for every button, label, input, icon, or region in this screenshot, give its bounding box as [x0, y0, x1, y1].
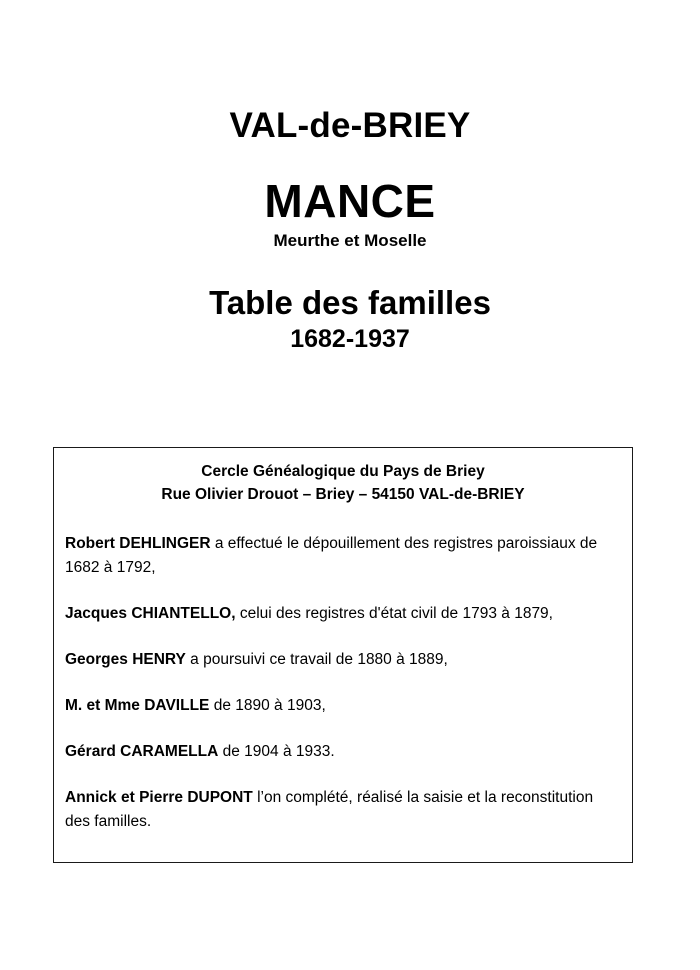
organization-name: Cercle Généalogique du Pays de Briey	[201, 463, 485, 480]
region-subtitle: Meurthe et Moselle	[273, 231, 427, 251]
contributor-description: l’on complété, réalisé la saisie et la reconstitution des familles.	[65, 788, 594, 830]
contributor-entry	[65, 694, 621, 718]
contributor-entry	[65, 648, 621, 672]
page-title: VAL-de-BRIEY	[229, 106, 471, 145]
contributor-description: celui des registres d'état civil de 1793 à 1879,	[235, 604, 553, 622]
date-range-subtitle: 1682-1937	[290, 324, 410, 353]
contributor-description: de 1904 à 1933.	[218, 742, 335, 760]
contributor-name: Jacques CHIANTELLO,	[65, 604, 236, 622]
credits-box	[53, 447, 633, 863]
organization-header	[54, 448, 632, 507]
contributor-name: Annick et Pierre DUPONT	[65, 788, 253, 806]
organization-address: Rue Olivier Drouot – Briey – 54150 VAL-de-BRIEY	[161, 485, 525, 503]
contributor-name: Gérard CARAMELLA	[65, 742, 219, 760]
contributor-name: Georges HENRY	[65, 650, 186, 668]
contributor-entry	[65, 786, 621, 834]
contributor-name: M. et Mme DAVILLE	[65, 696, 210, 714]
contributor-name: Robert DEHLINGER	[65, 534, 211, 552]
contributor-entry	[65, 532, 621, 580]
document-type-title: Table des familles	[209, 284, 491, 322]
title-block	[0, 0, 700, 353]
contributor-description: de 1890 à 1903,	[209, 696, 326, 714]
contributor-entry	[65, 740, 621, 764]
place-title: MANCE	[264, 174, 436, 227]
contributor-description: a effectué le dépouillement des registres paroissiaux de 1682 à 1792,	[65, 534, 598, 576]
contributors-list	[54, 532, 632, 834]
contributor-entry	[65, 602, 621, 626]
contributor-description: a poursuivi ce travail de 1880 à 1889,	[185, 650, 448, 668]
